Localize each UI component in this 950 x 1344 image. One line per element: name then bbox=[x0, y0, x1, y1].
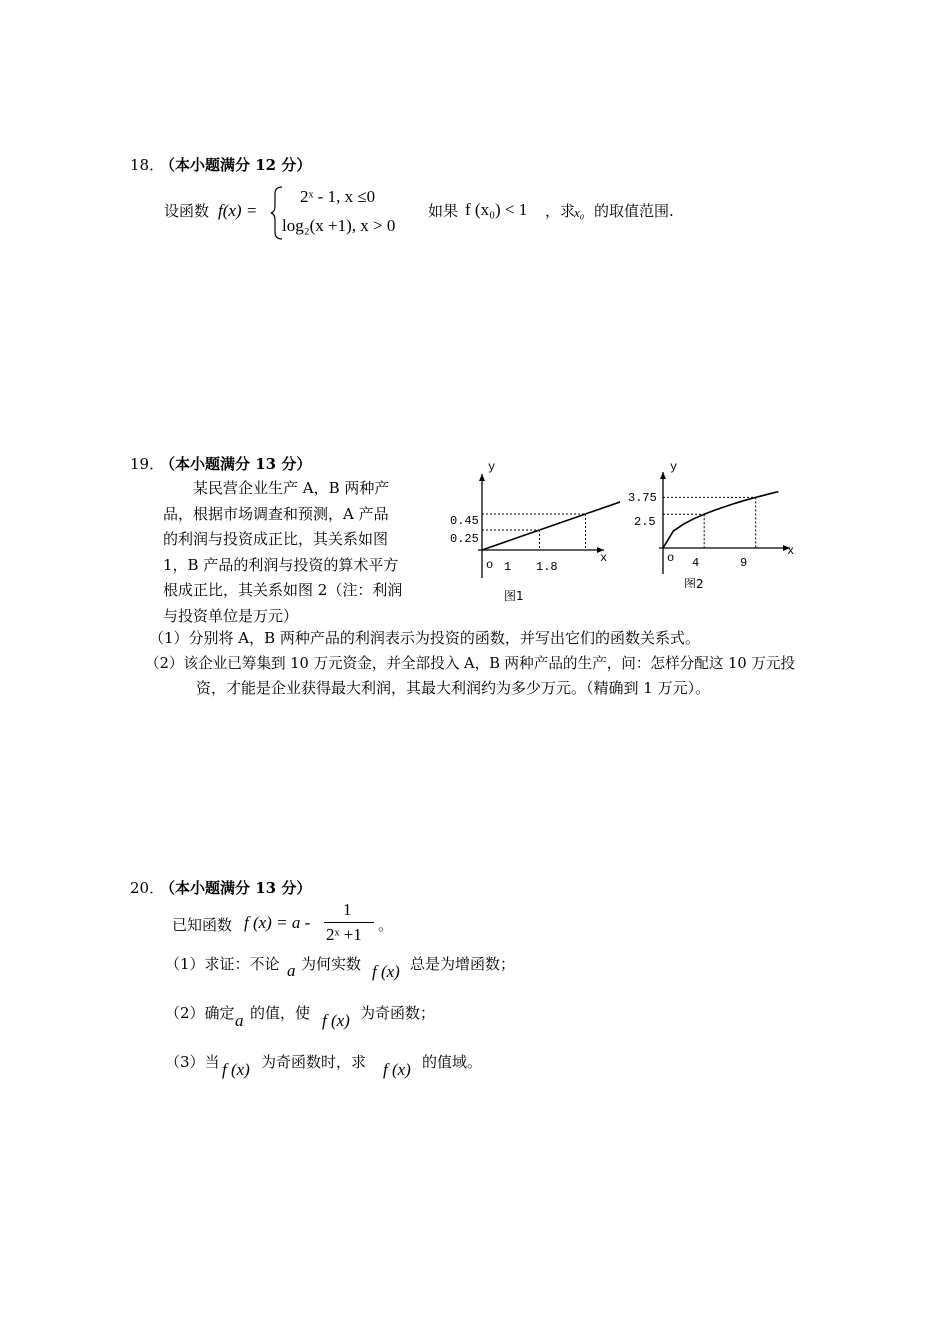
fig1-ylabel: y bbox=[488, 460, 496, 474]
q18-intro: 设函数 bbox=[164, 202, 210, 220]
q20-p1-a: （1）求证：不论 bbox=[165, 955, 280, 973]
q20-p2-var: a bbox=[235, 1011, 244, 1030]
q20-fraction-bar bbox=[324, 922, 374, 923]
fig2-xlabel: x bbox=[787, 544, 795, 558]
q20-p3-b: 为奇函数时，求 bbox=[261, 1053, 367, 1071]
q19-header: （本小题满分 13 分） bbox=[160, 455, 312, 473]
q18-cond-suffix: 的取值范围. bbox=[594, 202, 674, 220]
fig1-xtick: 1 bbox=[504, 560, 512, 574]
q19-part2-line1: （2）该企业已筹集到 10 万元资金，并全部投入 A，B 两种产品的生产，问：怎样分配这 10 万元投 bbox=[145, 655, 796, 672]
fig1-ytick: 0.45 bbox=[450, 514, 479, 528]
q19-part1: （1）分别将 A，B 两种产品的利润表示为投资的函数，并写出它们的函数关系式。 bbox=[149, 629, 700, 647]
q20-p2-fx: f (x) bbox=[322, 1011, 350, 1030]
figure-1-chart bbox=[440, 458, 620, 608]
q20-intro: 已知函数 bbox=[172, 916, 233, 934]
fig2-title: 图2 bbox=[684, 577, 704, 588]
q20-end: 。 bbox=[378, 916, 394, 934]
q20-p1-var: a bbox=[287, 961, 296, 980]
figure-2-chart bbox=[620, 458, 810, 588]
q19-line: 品，根据市场调查和预测，A 产品 bbox=[163, 504, 389, 523]
fig2-xtick: 9 bbox=[740, 556, 748, 570]
q20-func: f (x) = a - bbox=[244, 913, 311, 932]
q19-line: 与投资单位是万元） bbox=[163, 606, 299, 625]
fig1-xlabel: x bbox=[600, 551, 608, 565]
fig1-xtick: 1.8 bbox=[536, 560, 558, 574]
series-line bbox=[663, 492, 778, 548]
q20-p1-fx: f (x) bbox=[372, 962, 400, 981]
q18-case1: 2ˣ - 1, x ≤0 bbox=[300, 187, 376, 206]
fig2-xtick: 4 bbox=[692, 556, 700, 570]
series-line bbox=[482, 498, 620, 550]
fig2-ylabel: y bbox=[670, 460, 678, 474]
q20-p2-a: （2）确定 bbox=[165, 1004, 235, 1022]
q20-number: 20． bbox=[130, 879, 165, 897]
q18-case2: log₂(x +1), x > 0 bbox=[282, 216, 396, 235]
y-axis-arrow bbox=[479, 474, 485, 481]
q18-number: 18． bbox=[130, 156, 165, 174]
q19-description bbox=[163, 476, 431, 630]
q19-line: 1，B 产品的利润与投资的算术平方 bbox=[163, 555, 399, 574]
q18-cond: f (x₀) < 1 bbox=[465, 200, 528, 219]
fig1-title: 图1 bbox=[504, 589, 524, 603]
q19-line: 的利润与投资成正比，其关系如图 bbox=[163, 530, 389, 549]
q20-denominator: 2ˣ +1 bbox=[326, 925, 362, 944]
fig2-ytick: 3.75 bbox=[628, 491, 657, 505]
q20-header: （本小题满分 13 分） bbox=[160, 879, 312, 897]
q20-p3-fx1: f (x) bbox=[222, 1060, 250, 1079]
fig1-ytick: 0.25 bbox=[450, 532, 479, 546]
q19-part2-line2: 资，才能是企业获得最大利润，其最大利润约为多少万元。（精确到 1 万元）。 bbox=[196, 679, 711, 697]
q20-p3-a: （3）当 bbox=[165, 1053, 220, 1071]
q20-p3-c: 的值域。 bbox=[422, 1053, 483, 1071]
q18-header: （本小题满分 12 分） bbox=[160, 156, 312, 174]
fig2-origin: o bbox=[667, 551, 675, 565]
q19-line: 根成正比，其关系如图 2（注：利润 bbox=[163, 581, 403, 600]
q20-p1-c: 总是为增函数； bbox=[410, 955, 516, 973]
q18-cond-mid: ，求 bbox=[545, 202, 576, 220]
q18-var: x₀ bbox=[574, 205, 585, 220]
q18-cond-prefix: 如果 bbox=[428, 202, 459, 220]
fig2-ytick: 2.5 bbox=[634, 515, 656, 529]
q20-p2-c: 为奇函数； bbox=[360, 1004, 436, 1022]
q18-func: f(x) = bbox=[218, 201, 258, 220]
q20-numerator: 1 bbox=[343, 900, 352, 919]
q20-p3-fx2: f (x) bbox=[383, 1060, 411, 1079]
q19-number: 19． bbox=[130, 455, 165, 473]
y-axis-arrow bbox=[660, 472, 666, 479]
fig1-origin: o bbox=[486, 558, 494, 572]
q19-line: 某民营企业生产 A，B 两种产 bbox=[163, 479, 390, 497]
q20-p2-b: 的值，使 bbox=[250, 1004, 311, 1022]
q20-p1-b: 为何实数 bbox=[301, 955, 362, 973]
